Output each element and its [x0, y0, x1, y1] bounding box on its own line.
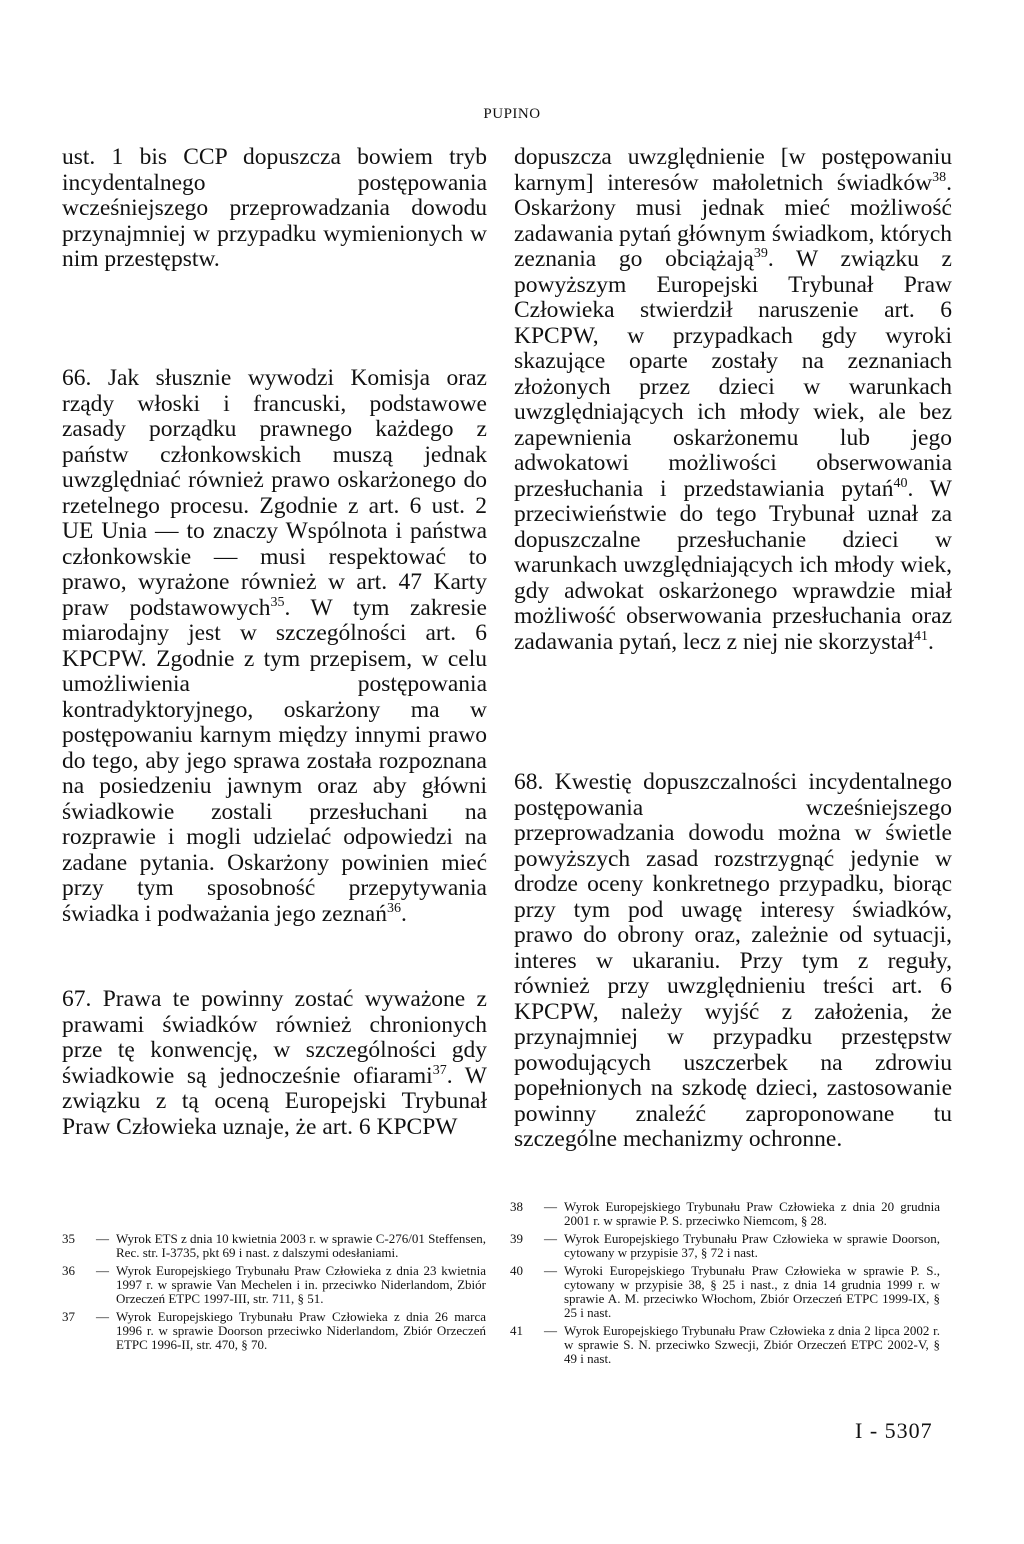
- footnote-ref-41[interactable]: 41: [913, 628, 928, 644]
- footnote-ref-35[interactable]: 35: [270, 594, 285, 610]
- footnote-36: 36 — Wyrok Europejskiego Trybunału Praw Człowieka z dnia 23 kwietnia 1997 r. w sprawie Van Mechelen i in. przeciwko Niderlandom, Zbiór Orzeczeń ETPC 1997-III, str. 711, § 51.: [62, 1263, 486, 1306]
- paragraph-66: 66. Jak słusznie wywodzi Komisja oraz rządy włoski i francuski, podstawowe zasady porządku prawnego każdego z państw członkowskich muszą jednak uwzględniać również prawo oskarżonego do rzetelnego procesu. Zgodnie z art. 6 ust. 2 UE Unia — to znaczy Wspólnota i państwa członkowskie — musi respektować to prawo, wyrażone również w art. 47 Karty praw podstawowych$^{35}$. W tym zakresie miarodajny jest w szczególności art. 6 KPCPW. Zgodnie z tym przepisem, w celu umożliwienia postępowania kontradyktoryjnego, oskarżony ma w postępowaniu karnym między innymi prawo do tego, aby jego sprawa została rozpoznana na posiedzeniu jawnym oraz aby główni świadkowie zostali przesłuchani na rozprawie i mogli udzielać odpowiedzi na zadane pytania. Oskarżony powinien mieć przy tym sposobność przepytywania świadka i podważania jego zeznań$^{36}$.: [62, 365, 487, 927]
- paragraph-67: 67. Prawa te powinny zostać wyważone z prawami świadków również chronionych prze tę konwencję, w szczególności gdy świadkowie są jednocześnie ofiarami$^{37}$. W związku z tą oceną Europejski Trybunał Praw Człowieka uznaje, że art. 6 KPCPW: [62, 986, 487, 1140]
- paragraph-continuation: ust. 1 bis CCP dopuszcza bowiem tryb incydentalnego postępowania wcześniejszego przeprowadzania dowodu przynajmniej w przypadku wymienionych w nim przestępstw.: [62, 144, 487, 272]
- paragraph-68: 68. Kwestię dopuszczalności incydentalnego postępowania wcześniejszego przeprowadzania dowodu można w świetle powyższych zasad rozstrzygnąć jedynie w drodze oceny konkretnego przypadku, biorąc przy tym pod uwagę interesy świadków, prawo do obrony oraz, zależnie od sytuacji, interes w ukaraniu. Przy tym z reguły, również przy uwzględnieniu treści art. 6 KPCPW, należy wyjść z założenia, że przynajmniej w przypadku przestępstw powodujących uszczerbek na zdrowiu popełnionych na szkodę dzieci, zastosowanie powinny znaleźć zaproponowane tu szczególne mechanizmy ochronne.: [514, 769, 952, 1152]
- footnote-ref-37[interactable]: 37: [432, 1062, 447, 1078]
- footnote-35: 35 — Wyrok ETS z dnia 10 kwietnia 2003 r. w sprawie C-276/01 Steffensen, Rec. str. I-3735, pkt 69 i nast. z dalszymi odesłaniami.: [62, 1231, 486, 1260]
- footnote-41: 41 — Wyrok Europejskiego Trybunału Praw Człowieka z dnia 2 lipca 2002 r. w sprawie S. N. przeciwko Szwecji, Zbiór Orzeczeń ETPC 2002-V, § 49 i nast.: [510, 1323, 940, 1366]
- footnote-40: 40 — Wyroki Europejskiego Trybunału Praw Człowieka w sprawie P. S., cytowany w przypisie 38, § 25 i nast., z dnia 14 grudnia 1999 r. w sprawie A. M. przeciwko Włochom, Zbiór Orzeczeń ETPC 1999-IX, § 25 i nast.: [510, 1263, 940, 1320]
- footnotes-left: [62, 1232, 486, 1352]
- footnotes-right: [510, 1200, 940, 1366]
- page-number: I - 5307: [855, 1418, 933, 1443]
- footnote-39: 39 — Wyrok Europejskiego Trybunału Praw Człowieka w sprawie Doorson, cytowany w przypisie 37, § 72 i nast.: [510, 1231, 940, 1260]
- footnote-ref-40[interactable]: 40: [893, 475, 908, 491]
- footnote-ref-38[interactable]: 38: [932, 169, 947, 185]
- paragraph-continuation-right: dopuszcza uwzględnienie [w postępowaniu karnym] interesów małoletnich świadków$^{38}$. Oskarżony musi jednak mieć możliwość zadawania pytań głównym świadkom, których zeznania go obciążają$^{39}$. W związku z powyższym Europejski Trybunał Praw Człowieka stwierdził naruszenie art. 6 KPCPW, w przypadkach gdy wyroki skazujące oparte zostały na zeznaniach złożonych przez dzieci w warunkach uwzględniających ich młody wiek, ale bez zapewnienia oskarżonemu lub jego adwokatowi możliwości obserwowania przesłuchania i przedstawiania pytań$^{40}$. W przeciwieństwie do tego Trybunał uznał za dopuszczalne przesłuchanie dzieci w warunkach uwzględniających ich młody wiek, gdy adwokat oskarżonego wprawdzie miał możliwość obserwowania przesłuchania oraz zadawania pytań, lecz z niej nie skorzystał$^{41}$.: [514, 144, 952, 655]
- footnote-ref-39[interactable]: 39: [753, 246, 768, 262]
- footnote-ref-36[interactable]: 36: [386, 900, 401, 916]
- footnote-38: 38 — Wyrok Europejskiego Trybunału Praw Człowieka z dnia 20 grudnia 2001 r. w sprawie P. S. przeciwko Niemcom, § 28.: [510, 1199, 940, 1228]
- footnote-37: 37 — Wyrok Europejskiego Trybunału Praw Człowieka z dnia 26 marca 1996 r. w sprawie Doorson przeciwko Niderlandom, Zbiór Orzeczeń ETPC 1996-II, str. 470, § 70.: [62, 1309, 486, 1352]
- running-header: PUPINO: [483, 106, 541, 122]
